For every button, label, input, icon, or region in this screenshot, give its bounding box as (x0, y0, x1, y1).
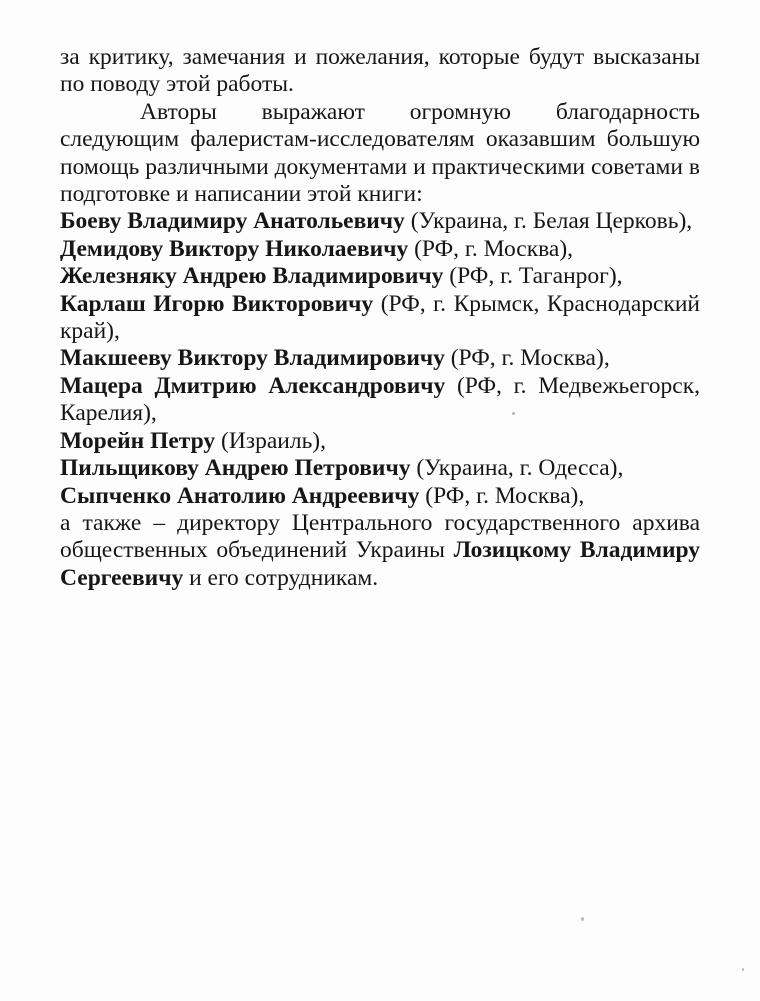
person-location: (Израиль), (215, 427, 326, 454)
person-name: Макшееву Виктору Владимировичу (60, 345, 445, 372)
closing-prefix: а также – директору Центрального государственного архива общественных объединений Украины (60, 509, 700, 564)
person-name: Карлаш Игорю Викторовичу (60, 290, 374, 317)
person-name: Боеву Владимиру Анатольевичу (60, 208, 405, 235)
acknowledgement-entry (60, 483, 700, 510)
acknowledgement-entry (60, 236, 700, 263)
person-location: (Украина, г. Белая Церковь), (404, 208, 693, 235)
scan-speck (512, 412, 515, 415)
acknowledgement-entry (60, 373, 700, 428)
closing-paragraph (60, 510, 700, 592)
scan-speck (581, 917, 584, 921)
intro-paragraph: за критику, замечания и пожелания, которые будут высказаны по поводу этой работы. (60, 44, 700, 98)
director-name: Лозицкому Владимиру Сергеевичу (60, 537, 700, 591)
person-location: (РФ, г. Медвежьегорск, Карелия), (60, 372, 700, 427)
person-name: Демидову Виктору Николаевичу (60, 235, 409, 262)
person-name: Пильщикову Андрею Петровичу (60, 455, 411, 482)
person-location: (Украина, г. Одесса), (410, 455, 624, 482)
person-location: (РФ, г. Москва), (408, 235, 574, 262)
closing-suffix: и его сотрудникам. (183, 564, 379, 591)
person-location: (РФ, г. Москва), (444, 345, 610, 372)
person-name: Сыпченко Анатолию Андреевичу (60, 482, 420, 509)
acknowledgement-entry (60, 208, 700, 235)
acknowledgement-entry (60, 455, 700, 482)
acknowledgement-entry (60, 345, 700, 372)
gratitude-paragraph: Авторы выражают огромную благодарность следующим фалеристам-исследователям оказавшим большую помощь различными документами и практическими советами в подготовке и написании этой книги: (60, 98, 700, 208)
person-location: (РФ, г. Крымск, Краснодарский край), (60, 290, 700, 345)
person-name: Железняку Андрею Владимировичу (60, 263, 444, 290)
page-text (60, 44, 700, 592)
scan-speck (742, 968, 744, 971)
acknowledgement-entry (60, 428, 700, 455)
person-name: Морейн Петру (60, 427, 216, 454)
acknowledgement-entry (60, 263, 700, 290)
acknowledgement-entry (60, 291, 700, 346)
person-location: (РФ, г. Таганрог), (443, 263, 623, 290)
person-location: (РФ, г. Москва), (419, 482, 585, 509)
person-name: Мацера Дмитрию Александровичу (60, 372, 446, 399)
